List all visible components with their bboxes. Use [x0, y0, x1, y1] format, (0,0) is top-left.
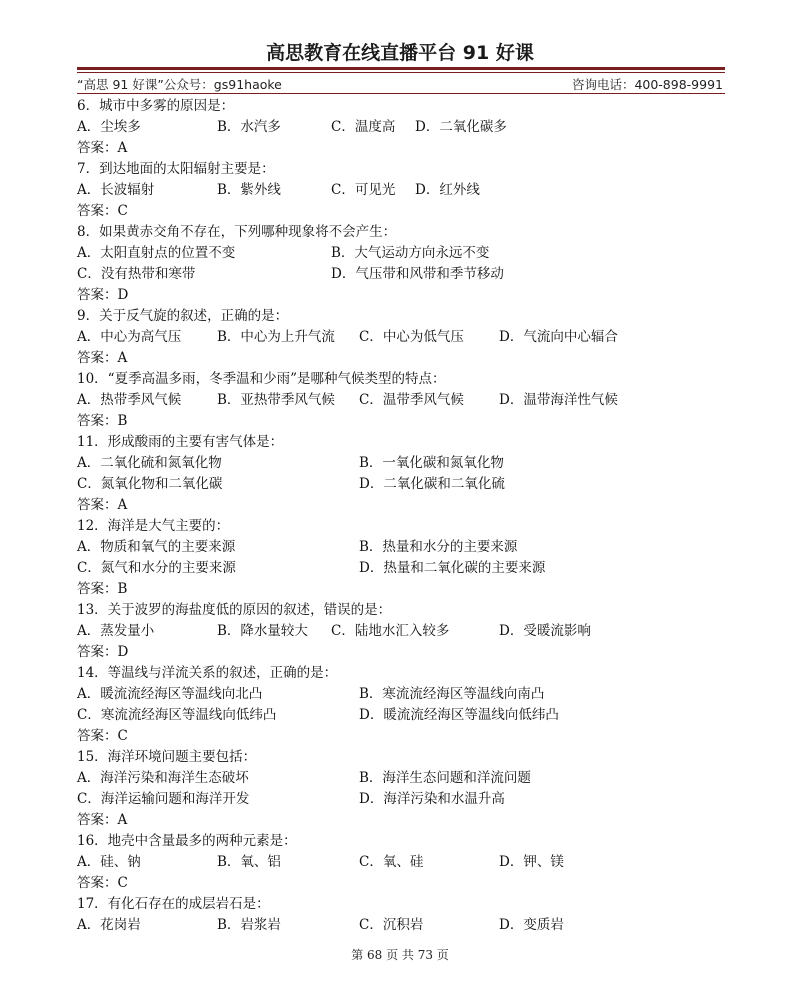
option-a: A．热带季风气候	[77, 392, 182, 408]
option-b: B．一氧化碳和氮氧化物	[359, 455, 504, 471]
options-row	[77, 789, 727, 810]
answer-text: 答案：A	[77, 497, 128, 513]
answer-text: 答案：C	[77, 728, 128, 744]
option-a: A．太阳直射点的位置不变	[77, 245, 236, 261]
answer-text: 答案：C	[77, 875, 128, 891]
answer-text: 答案：B	[77, 413, 128, 429]
answer-text: 答案：B	[77, 581, 128, 597]
options-row	[77, 558, 727, 579]
options-row	[77, 264, 727, 285]
question-text: 16．地壳中含量最多的两种元素是：	[77, 833, 297, 849]
option-c: C．氧、硅	[359, 854, 424, 870]
page-number: 第 68 页 共 73 页	[351, 948, 449, 962]
option-a: A．中心为高气压	[77, 329, 182, 345]
header-rule-thin	[77, 72, 725, 73]
options-row	[77, 684, 727, 705]
option-c: C．温度高	[331, 119, 396, 135]
question-text: 11．形成酸雨的主要有害气体是：	[77, 434, 284, 450]
answer-text: 答案：D	[77, 644, 129, 660]
question-text: 8．如果黄赤交角不存在，下列哪种现象将不会产生：	[77, 224, 397, 240]
question-text: 14．等温线与洋流关系的叙述，正确的是：	[77, 665, 338, 681]
option-b: B．岩浆岩	[217, 917, 281, 933]
phone-number-text: 咨询电话：400-898-9991	[571, 77, 723, 92]
question-text: 17．有化石存在的成层岩石是：	[77, 896, 270, 912]
option-a: A．长波辐射	[77, 182, 155, 198]
option-d: D．气流向中心辐合	[499, 329, 618, 345]
answer-text: 答案：A	[77, 350, 128, 366]
option-d: D．海洋污染和水温升高	[359, 791, 505, 807]
option-b: B．大气运动方向永远不变	[331, 245, 490, 261]
option-b: B．海洋生态问题和洋流问题	[359, 770, 531, 786]
option-b: B．水汽多	[217, 119, 281, 135]
options-row	[77, 180, 727, 201]
page-title: 高思教育在线直播平台 91 好课	[266, 42, 534, 64]
answer-text: 答案：A	[77, 812, 128, 828]
header-rule-thick	[77, 67, 725, 70]
option-b: B．亚热带季风气候	[217, 392, 335, 408]
question-text: 15．海洋环境问题主要包括：	[77, 749, 257, 765]
options-row	[77, 390, 727, 411]
option-c: C．寒流流经海区等温线向低纬凸	[77, 707, 277, 723]
question-text: 10．“夏季高温多雨，冬季温和少雨”是哪种气候类型的特点：	[77, 371, 446, 387]
options-row	[77, 117, 727, 138]
option-d: D．暖流流经海区等温线向低纬凸	[359, 707, 559, 723]
option-a: A．蒸发量小	[77, 623, 155, 639]
option-b: B．中心为上升气流	[217, 329, 335, 345]
option-c: C．陆地水汇入较多	[331, 623, 450, 639]
option-b: B．热量和水分的主要来源	[359, 539, 518, 555]
answer-text: 答案：A	[77, 140, 128, 156]
option-c: C．没有热带和寒带	[77, 266, 196, 282]
option-d: D．受暖流影响	[499, 623, 591, 639]
header-rule-bottom	[77, 93, 725, 94]
options-row	[77, 621, 727, 642]
question-text: 9．关于反气旋的叙述，正确的是：	[77, 308, 289, 324]
option-a: A．物质和氧气的主要来源	[77, 539, 236, 555]
option-b: B．寒流流经海区等温线向南凸	[359, 686, 545, 702]
option-c: C．中心为低气压	[359, 329, 464, 345]
option-a: A．海洋污染和海洋生态破坏	[77, 770, 249, 786]
question-list	[77, 96, 727, 936]
option-d: D．热量和二氧化碳的主要来源	[359, 560, 546, 576]
question-text: 6．城市中多雾的原因是：	[77, 98, 235, 114]
option-c: C．氮氧化物和二氧化碳	[77, 476, 223, 492]
option-d: D．二氧化碳和二氧化硫	[359, 476, 505, 492]
options-row	[77, 768, 727, 789]
option-d: D．温带海洋性气候	[499, 392, 618, 408]
option-c: C．氮气和水分的主要来源	[77, 560, 236, 576]
option-c: C．温带季风气候	[359, 392, 464, 408]
option-d: D．气压带和风带和季节移动	[331, 266, 504, 282]
question-text: 12．海洋是大气主要的：	[77, 518, 230, 534]
option-d: D．二氧化碳多	[415, 119, 507, 135]
option-a: A．二氧化硫和氮氧化物	[77, 455, 222, 471]
options-row	[77, 474, 727, 495]
options-row	[77, 915, 727, 936]
option-b: B．紫外线	[217, 182, 281, 198]
option-c: C．可见光	[331, 182, 396, 198]
option-a: A．暖流流经海区等温线向北凸	[77, 686, 263, 702]
option-b: B．氧、铝	[217, 854, 281, 870]
answer-text: 答案：D	[77, 287, 129, 303]
options-row	[77, 453, 727, 474]
option-d: D．钾、镁	[499, 854, 564, 870]
wechat-account-text: “高思 91 好课”公众号：gs91haoke	[77, 77, 282, 92]
option-d: D．红外线	[415, 182, 480, 198]
option-b: B．降水量较大	[217, 623, 308, 639]
option-a: A．硅、钠	[77, 854, 141, 870]
options-row	[77, 852, 727, 873]
question-text: 13．关于波罗的海盐度低的原因的叙述，错误的是：	[77, 602, 392, 618]
option-a: A．花岗岩	[77, 917, 141, 933]
options-row	[77, 243, 727, 264]
options-row	[77, 327, 727, 348]
answer-text: 答案：C	[77, 203, 128, 219]
options-row	[77, 705, 727, 726]
option-a: A．尘埃多	[77, 119, 141, 135]
options-row	[77, 537, 727, 558]
option-d: D．变质岩	[499, 917, 564, 933]
option-c: C．沉积岩	[359, 917, 424, 933]
option-c: C．海洋运输问题和海洋开发	[77, 791, 250, 807]
question-text: 7．到达地面的太阳辐射主要是：	[77, 161, 275, 177]
